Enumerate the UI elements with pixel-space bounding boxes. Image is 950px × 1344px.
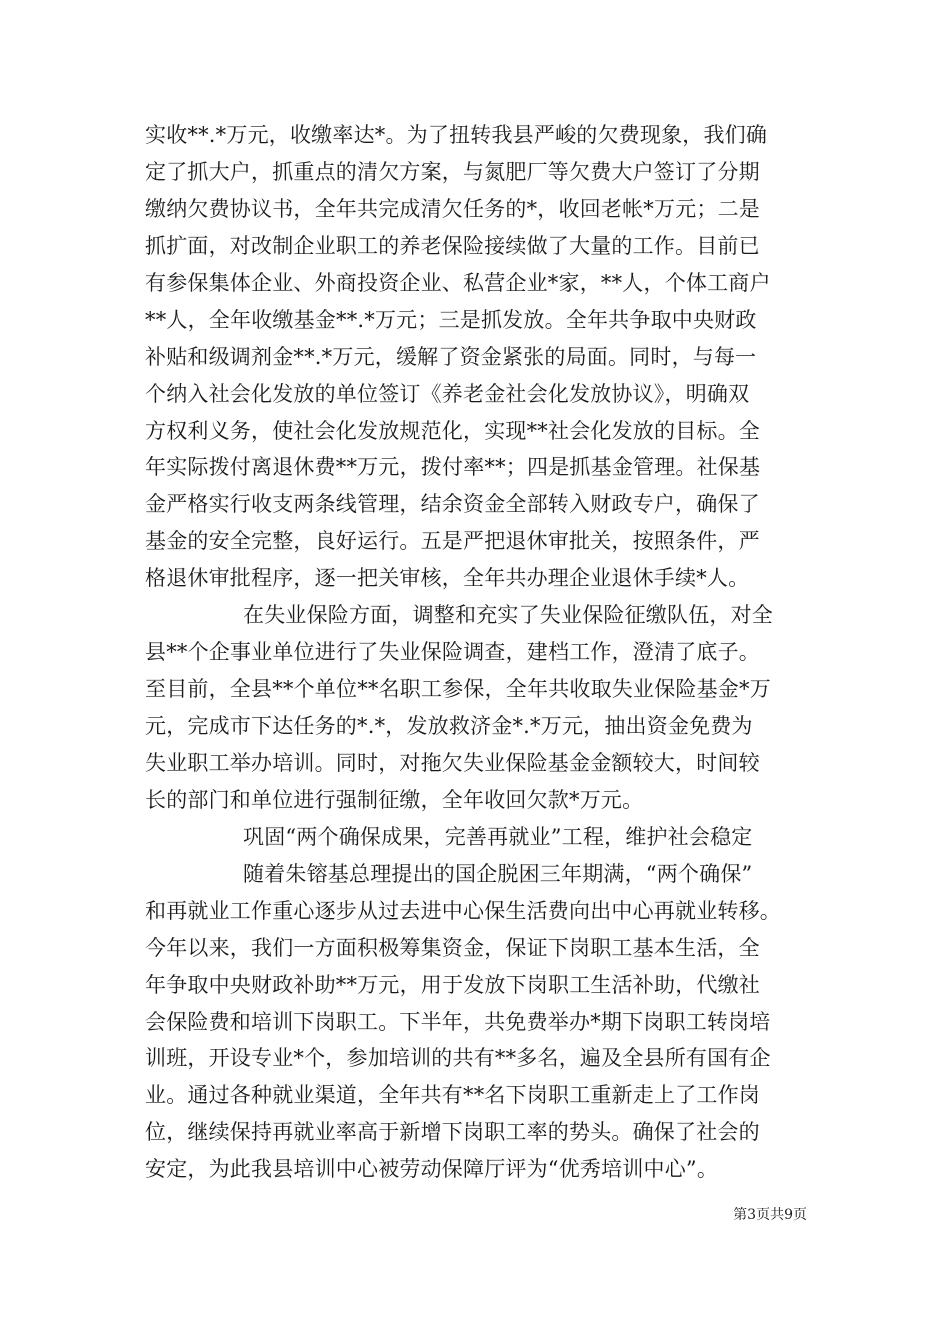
text-line: 和再就业工作重心逐步从过去进中心保生活费向出中心再就业转移。	[145, 898, 781, 923]
text-line: 有参保集体企业、外商投资企业、私营企业*家，**人，个体工商户	[145, 270, 771, 295]
text-line: 年实际拨付离退休费**万元，拨付率**；四是抓基金管理。社保基	[145, 455, 761, 480]
text-line: 县**个企事业单位进行了失业保险调查，建档工作，澄清了底子。	[145, 640, 760, 665]
section-heading: 巩固“两个确保成果，完善再就业”工程，维护社会稳定	[243, 824, 753, 849]
paragraph-first-line: 随着朱镕基总理提出的国企脱困三年期满，“两个确保”	[243, 861, 753, 886]
text-line: 至目前，全县**个单位**名职工参保，全年共收取失业保险基金*万	[145, 677, 771, 702]
text-line: 元，完成市下达任务的*.*，发放救济金*.*万元，抽出资金免费为	[145, 714, 753, 738]
text-line: 会保险费和培训下岗职工。下半年，共免费举办*期下岗职工转岗培	[145, 1009, 771, 1034]
text-line: 今年以来，我们一方面积极筹集资金，保证下岗职工基本生活，全	[145, 935, 760, 960]
text-line: 安定，为此我县培训中心被劳动保障厅评为“优秀培训中心”。	[145, 1157, 719, 1182]
text-line: 训班，开设专业*个，参加培训的共有**多名，遍及全县所有国有企	[145, 1046, 771, 1071]
text-line: 业。通过各种就业渠道，全年共有**名下岗职工重新走上了工作岗	[145, 1083, 760, 1108]
text-line: 格退休审批程序，逐一把关审核，全年共办理企业退休手续*人。	[145, 566, 750, 591]
text-line: 抓扩面，对改制企业职工的养老保险接续做了大量的工作。目前已	[145, 233, 760, 258]
text-line: 长的部门和单位进行强制征缴，全年收回欠款*万元。	[145, 787, 644, 812]
text-line: 位，继续保持再就业率高于新增下岗职工率的势头。确保了社会的	[145, 1120, 760, 1145]
text-line: 补贴和级调剂金**.*万元，缓解了资金紧张的局面。同时，与每一	[145, 344, 757, 369]
text-line: 失业职工举办培训。同时，对拖欠失业保险基金金额较大，时间较	[145, 750, 760, 775]
document-body	[145, 117, 810, 1188]
text-line: 缴纳欠费协议书，全年共完成清欠任务的*，收回老帐*万元；二是	[145, 196, 760, 221]
text-line: 金严格实行收支两条线管理，结余资金全部转入财政专户，确保了	[145, 492, 760, 517]
text-line: 个纳入社会化发放的单位签订《养老金社会化发放协议》，明确双	[145, 381, 750, 406]
text-line: 定了抓大户，抓重点的清欠方案，与氮肥厂等欠费大户签订了分期	[145, 159, 760, 184]
text-line: 方权利义务，使社会化发放规范化，实现**社会化发放的目标。全	[145, 418, 760, 443]
text-line: 基金的安全完整，良好运行。五是严把退休审批关，按照条件，严	[145, 529, 760, 554]
text-line: 实收**.*万元，收缴率达*。为了扭转我县严峻的欠费现象，我们确	[145, 123, 768, 147]
paragraph-first-line: 在失业保险方面，调整和充实了失业保险征缴队伍，对全	[243, 603, 773, 628]
text-line: 年争取中央财政补助**万元，用于发放下岗职工生活补助，代缴社	[145, 972, 760, 997]
text-line: **人，全年收缴基金**.*万元；三是抓发放。全年共争取中央财政	[145, 307, 757, 332]
page-number-footer: 第3页共9页	[733, 1207, 807, 1223]
